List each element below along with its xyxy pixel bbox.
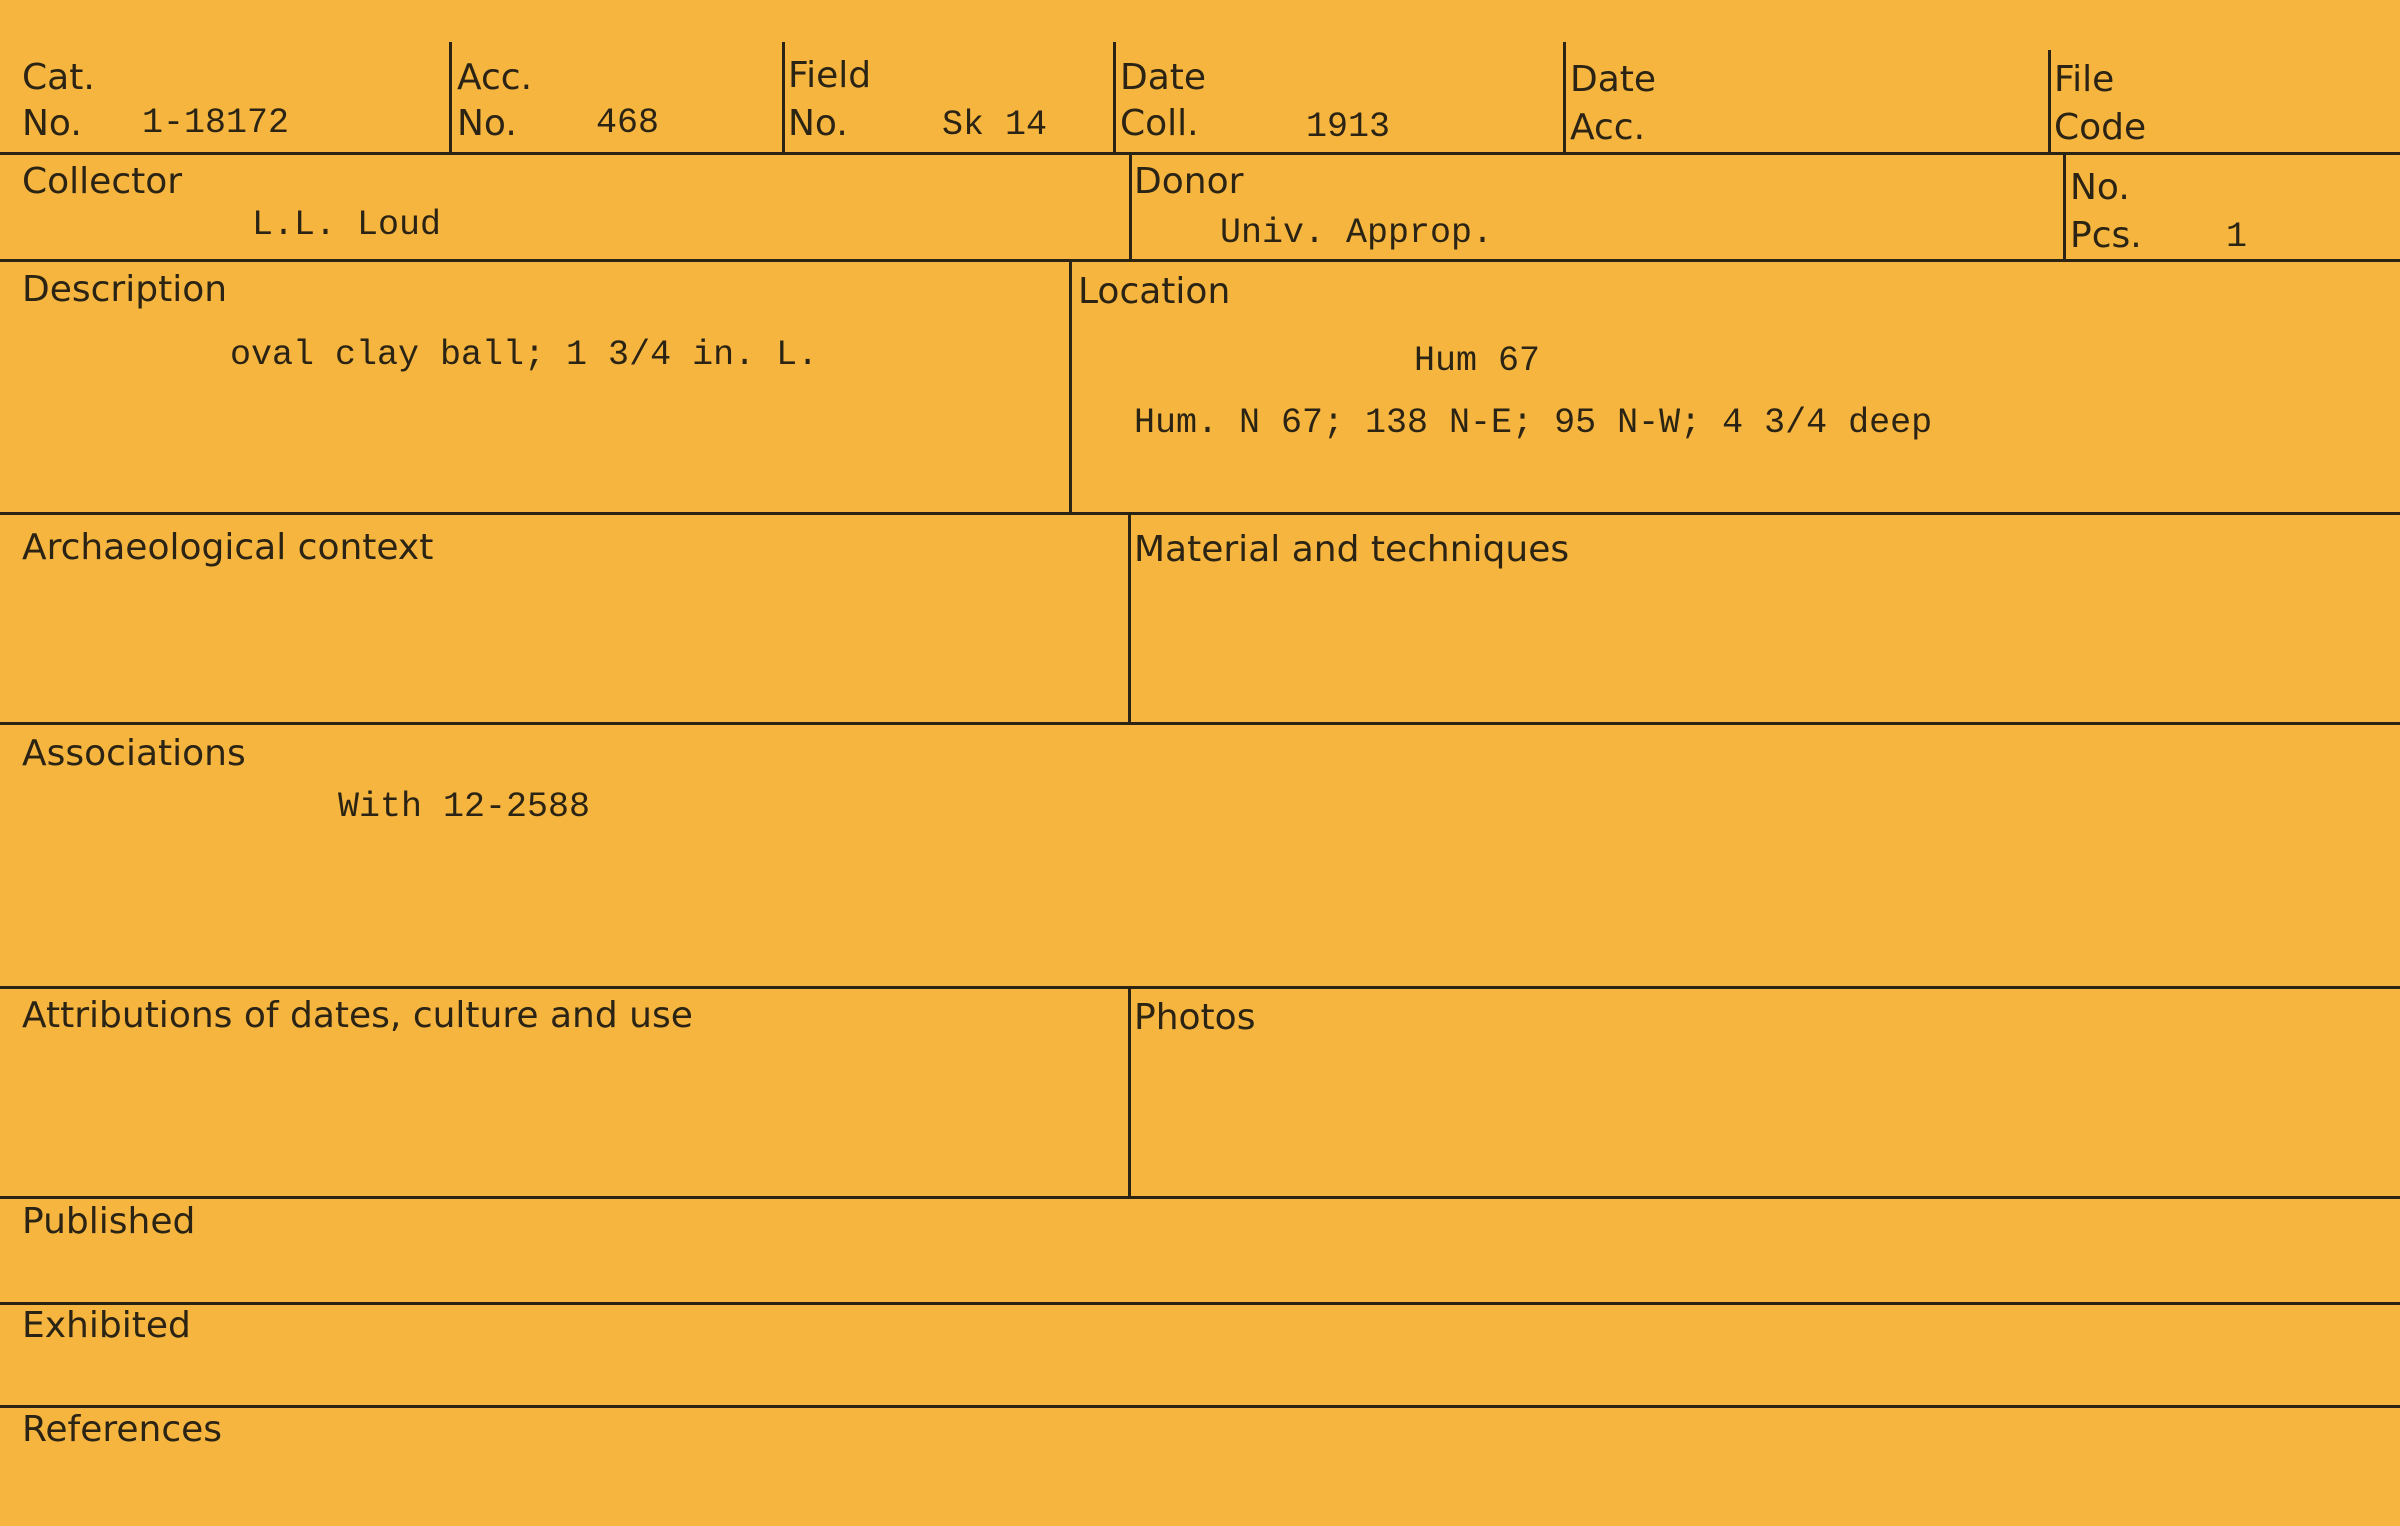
material-techniques-label: Material and techniques xyxy=(1134,529,1570,570)
archaeological-context-label: Archaeological context xyxy=(22,527,434,568)
divider xyxy=(1128,988,1131,1198)
field-label: Field xyxy=(788,55,872,96)
date-acc-label: Date xyxy=(1570,59,1657,100)
attributions-label: Attributions of dates, culture and use xyxy=(22,995,693,1036)
acc-no-value: 468 xyxy=(596,103,660,143)
donor-value: Univ. Approp. xyxy=(1220,213,1494,253)
rule xyxy=(0,1405,2400,1408)
donor-label: Donor xyxy=(1134,161,1244,202)
divider xyxy=(1563,42,1566,154)
associations-label: Associations xyxy=(22,733,246,774)
rule xyxy=(0,152,2400,155)
acc-label: Acc. xyxy=(457,57,533,98)
description-value: oval clay ball; 1 3/4 in. L. xyxy=(230,335,819,375)
field-no-value: Sk 14 xyxy=(942,105,1048,145)
associations-value: With 12-2588 xyxy=(338,787,591,827)
file-code-label-2: Code xyxy=(2054,107,2147,148)
collector-label: Collector xyxy=(22,161,183,202)
cat-no-label: No. xyxy=(22,103,82,144)
rule xyxy=(0,1196,2400,1199)
rule xyxy=(0,986,2400,989)
field-no-label: No. xyxy=(788,103,848,144)
divider xyxy=(1113,42,1116,154)
date-coll-value: 1913 xyxy=(1306,107,1391,147)
published-label: Published xyxy=(22,1201,196,1242)
pcs-no-label: No. xyxy=(2070,167,2130,208)
references-label: References xyxy=(22,1409,223,1450)
divider xyxy=(782,42,785,154)
divider xyxy=(2048,50,2051,154)
collector-value: L.L. Loud xyxy=(252,205,442,245)
photos-label: Photos xyxy=(1134,997,1256,1038)
cat-label: Cat. xyxy=(22,57,95,98)
rule xyxy=(0,512,2400,515)
location-value-1: Hum 67 xyxy=(1414,341,1541,381)
rule xyxy=(0,259,2400,262)
divider xyxy=(2063,154,2066,261)
cat-no-value: 1-18172 xyxy=(142,103,290,143)
pcs-value: 1 xyxy=(2226,217,2248,257)
divider xyxy=(1129,154,1132,261)
divider xyxy=(1069,261,1072,514)
divider xyxy=(449,42,452,154)
rule xyxy=(0,722,2400,725)
rule xyxy=(0,1302,2400,1305)
location-value-2: Hum. N 67; 138 N-E; 95 N-W; 4 3/4 deep xyxy=(1134,403,1933,443)
location-label: Location xyxy=(1078,271,1231,312)
divider xyxy=(1128,514,1131,724)
date-coll-label: Date xyxy=(1120,57,1207,98)
file-code-label: File xyxy=(2054,59,2115,100)
pcs-label: Pcs. xyxy=(2070,215,2142,256)
exhibited-label: Exhibited xyxy=(22,1305,191,1346)
description-label: Description xyxy=(22,269,228,310)
date-acc-label-2: Acc. xyxy=(1570,107,1646,148)
date-coll-label-2: Coll. xyxy=(1120,103,1199,144)
acc-no-label: No. xyxy=(457,103,517,144)
